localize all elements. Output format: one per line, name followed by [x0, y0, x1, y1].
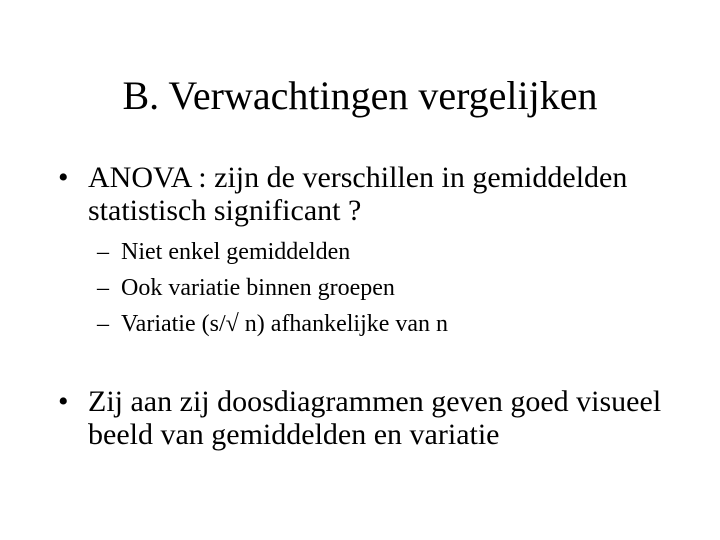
slide-title: B. Verwachtingen vergelijken	[122, 73, 598, 118]
sub-bullet-marker: –	[97, 239, 109, 265]
bullet-text: Zij aan zij doosdiagrammen geven goed visueel beeld van gemiddelden en variatie	[88, 385, 662, 451]
sub-bullet-item	[97, 234, 657, 270]
sub-bullet-item	[97, 270, 657, 306]
sub-bullet-marker: –	[97, 311, 109, 337]
sub-bullet-text: Ook variatie binnen groepen	[121, 275, 395, 301]
sub-bullet-text: Niet enkel gemiddelden	[121, 239, 351, 265]
bullet-text: ANOVA : zijn de verschillen in gemiddelden statistisch significant ?	[88, 161, 628, 227]
bullet-marker: •	[58, 385, 69, 418]
sub-bullet-list	[97, 234, 657, 342]
bullet-marker: •	[58, 161, 69, 194]
sub-bullet-marker: –	[97, 275, 109, 301]
bullet-item-boxplots	[58, 385, 678, 451]
sub-bullet-item	[97, 306, 657, 342]
sub-bullet-text: Variatie (s/√ n) afhankelijke van n	[121, 311, 449, 337]
bullet-item-anova	[58, 161, 678, 227]
